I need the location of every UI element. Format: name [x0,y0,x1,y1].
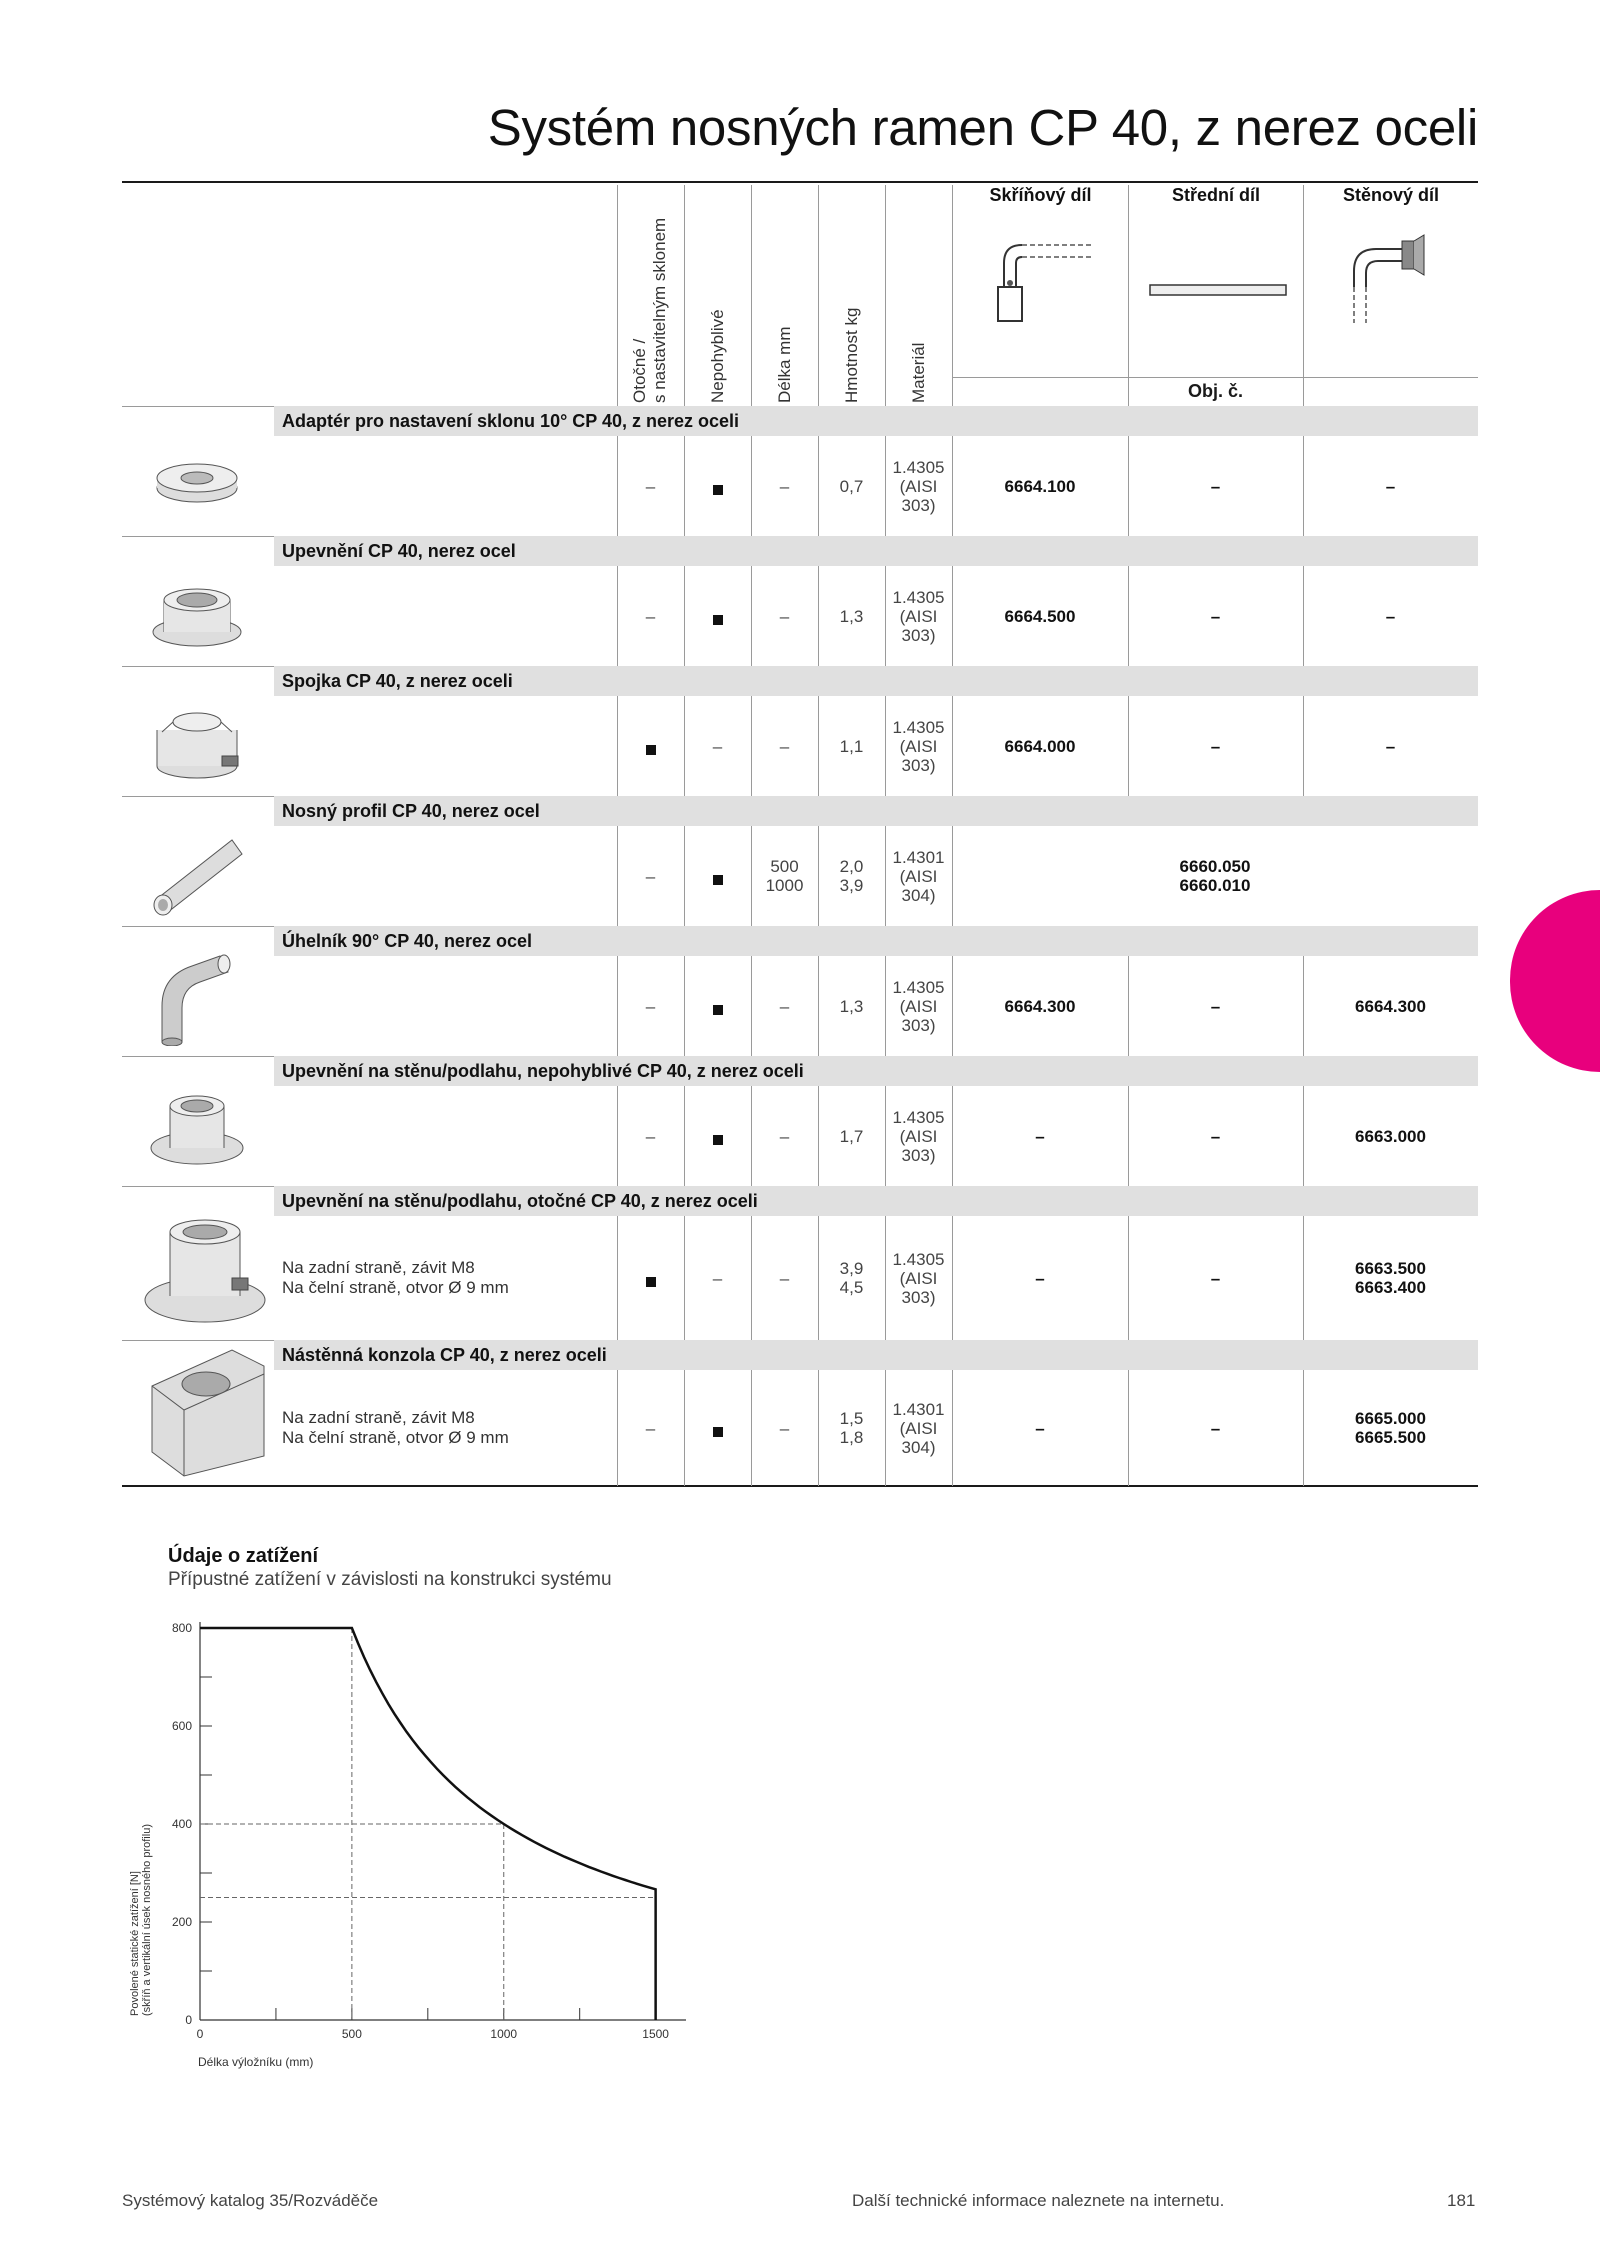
table-row [122,666,1478,796]
cell-stenovy: 6664.300 [1355,996,1426,1016]
col-stredni: Střední díl [1171,185,1260,205]
table-row [122,926,1478,1056]
x-tick-label: 500 [341,2027,362,2041]
cell-nepohyblive [684,1422,751,1441]
product-table [122,181,1478,1488]
cell-stredni: – [1210,1126,1221,1146]
y-tick-label: 400 [171,1817,192,1831]
cell-material: 1.4301 (AISI 304) [892,1399,945,1457]
filled-square-icon [713,615,723,625]
cell-hmotnost: 0,7 [839,476,864,496]
cell-nepohyblive [684,1130,751,1149]
header-divider [617,185,618,407]
y-axis-label: (skříň a vertikální úsek nosného profilu) [141,1824,153,2016]
cell-material: 1.4305 (AISI 303) [892,587,945,645]
cell-material: 1.4305 (AISI 303) [892,717,945,775]
header-divider [1303,185,1304,407]
col-nepohyblive: Nepohyblivé [708,309,727,403]
cell-stredni: – [1210,606,1221,626]
y-tick-label: 800 [171,1621,192,1635]
y-tick-label: 600 [171,1719,192,1733]
cell-delka: – [779,996,790,1016]
cell-otocne [617,1272,684,1291]
cell-stredni: – [1210,996,1221,1016]
cabinet-part-icon [982,227,1112,327]
load-heading: Údaje o zatížení [168,1545,319,1567]
wall-mount-fixed-icon [142,1076,252,1176]
cell-material: 1.4305 (AISI 303) [892,977,945,1035]
cell-hmotnost: 1,5 1,8 [839,1409,864,1447]
cell-stredni: – [1210,476,1221,496]
header-divider [818,185,819,407]
filled-square-icon [713,1427,723,1437]
filled-square-icon [713,875,723,885]
cell-nepohyblive: – [712,736,723,756]
cell-otocne: – [645,606,656,626]
cell-stredni: – [1210,1268,1221,1288]
cell-delka: – [779,1126,790,1146]
elbow-icon [142,946,252,1046]
cell-otocne [617,740,684,759]
page-title: Systém nosných ramen CP 40, z nerez oceli [487,99,1478,156]
header-divider [1128,185,1129,407]
table-top-rule [122,181,1478,183]
cell-delka: – [779,1268,790,1288]
cell-skrinovy: 6664.300 [1004,996,1076,1016]
wall-mount-rotary-icon [140,1192,270,1332]
obj-header-rule [953,377,1478,378]
cell-stenovy: 6663.000 [1355,1126,1426,1146]
row-name: Nástěnná konzola CP 40, z nerez oceli [282,1345,607,1365]
col-skrinovy: Skříňový díl [989,185,1092,205]
cell-skrinovy: – [1035,1126,1045,1146]
x-axis-label: Délka výložníku (mm) [198,2055,314,2069]
middle-part-icon [1148,281,1288,301]
cell-skrinovy: 6664.100 [1004,476,1076,496]
cell-skrinovy: 6664.500 [1004,606,1076,626]
wall-bracket-icon [136,1340,276,1480]
cell-stenovy: 6665.000 6665.500 [1355,1409,1426,1447]
header-divider [885,185,886,407]
cell-otocne: – [645,1418,656,1438]
cell-stredni: – [1210,1418,1221,1438]
cell-stredni: 6660.050 6660.010 [1179,857,1251,895]
header-divider [952,185,953,407]
row-name: Adaptér pro nastavení sklonu 10° CP 40, z nerez oceli [282,411,740,431]
col-otocne: Otočné / s nastavitelným sklonem [630,217,669,403]
cell-hmotnost: 1,7 [839,1126,864,1146]
section-tab [1510,890,1600,1072]
cell-otocne: – [645,1126,656,1146]
y-axis-label: Povolené statické zatížení [N] [129,1871,141,2016]
header-divider [684,185,685,407]
cell-hmotnost: 3,9 4,5 [839,1259,864,1297]
footer-center: Další technické informace naleznete na internetu. [852,2191,1225,2210]
col-delka: Délka mm [775,326,794,403]
x-tick-label: 1500 [642,2027,669,2041]
cell-hmotnost: 2,0 3,9 [839,857,864,895]
cell-otocne: – [645,476,656,496]
footer-page: 181 [1447,2191,1476,2210]
cell-delka: – [779,1418,790,1438]
profile-tube-icon [142,826,252,916]
load-chart [110,1620,710,2100]
cell-delka: – [779,606,790,626]
table-row [122,536,1478,666]
cell-skrinovy: – [1035,1268,1045,1288]
filled-square-icon [646,1277,656,1287]
row-name: Úhelník 90° CP 40, nerez ocel [282,931,532,951]
row-name: Spojka CP 40, z nerez oceli [282,671,513,691]
row-description: Na zadní straně, závit M8 Na čelní straně, otvor Ø 9 mm [282,1408,509,1447]
filled-square-icon [713,485,723,495]
y-tick-label: 200 [171,1915,192,1929]
cell-material: 1.4305 (AISI 303) [892,1107,945,1165]
coupling-icon [142,700,252,790]
wall-part-icon [1342,233,1462,333]
cell-otocne: – [645,866,656,886]
y-tick-label: 0 [185,2013,192,2027]
table-bottom-rule [122,1485,1478,1487]
cell-skrinovy: 6664.000 [1004,736,1076,756]
cell-nepohyblive: – [712,1268,723,1288]
filled-square-icon [713,1135,723,1145]
cell-material: 1.4301 (AISI 304) [892,847,945,905]
cell-skrinovy: – [1035,1418,1045,1438]
cell-nepohyblive [684,870,751,889]
filled-square-icon [646,745,656,755]
cell-stredni: – [1210,736,1221,756]
cell-hmotnost: 1,3 [839,606,864,626]
adapter-icon [142,448,252,518]
row-name: Upevnění na stěnu/podlahu, nepohyblivé CP 40, z nerez oceli [282,1061,804,1081]
obj-header: Obj. č. [1187,381,1243,401]
cell-material: 1.4305 (AISI 303) [892,457,945,515]
cell-stenovy: – [1385,476,1396,496]
cell-nepohyblive [684,480,751,499]
header-divider [751,185,752,407]
table-row [122,406,1478,536]
cell-stenovy: 6663.500 6663.400 [1355,1259,1426,1297]
row-name: Upevnění na stěnu/podlahu, otočné CP 40, z nerez oceli [282,1191,758,1211]
row-description: Na zadní straně, závit M8 Na čelní straně, otvor Ø 9 mm [282,1258,509,1297]
x-tick-label: 0 [196,2027,204,2041]
col-stenovy: Stěnový díl [1342,185,1440,205]
table-row [122,1056,1478,1186]
cell-delka: 500 1000 [765,857,804,895]
col-hmotnost: Hmotnost kg [842,307,861,403]
cell-hmotnost: 1,1 [839,736,864,756]
col-material: Materiál [909,342,928,403]
footer-left: Systémový katalog 35/Rozváděče [122,2191,379,2210]
cell-delka: – [779,476,790,496]
cell-stenovy: – [1385,736,1396,756]
x-tick-label: 1000 [490,2027,518,2041]
load-subheading: Přípustné zatížení v závislosti na konstrukci systému [168,1569,612,1590]
cell-nepohyblive [684,610,751,629]
cell-otocne: – [645,996,656,1016]
mounting-icon [142,576,252,656]
row-name: Nosný profil CP 40, nerez ocel [282,801,540,821]
cell-hmotnost: 1,3 [839,996,864,1016]
row-name: Upevnění CP 40, nerez ocel [282,541,516,561]
cell-stenovy: – [1385,606,1396,626]
cell-material: 1.4305 (AISI 303) [892,1249,945,1307]
cell-delka: – [779,736,790,756]
filled-square-icon [713,1005,723,1015]
cell-nepohyblive [684,1000,751,1019]
